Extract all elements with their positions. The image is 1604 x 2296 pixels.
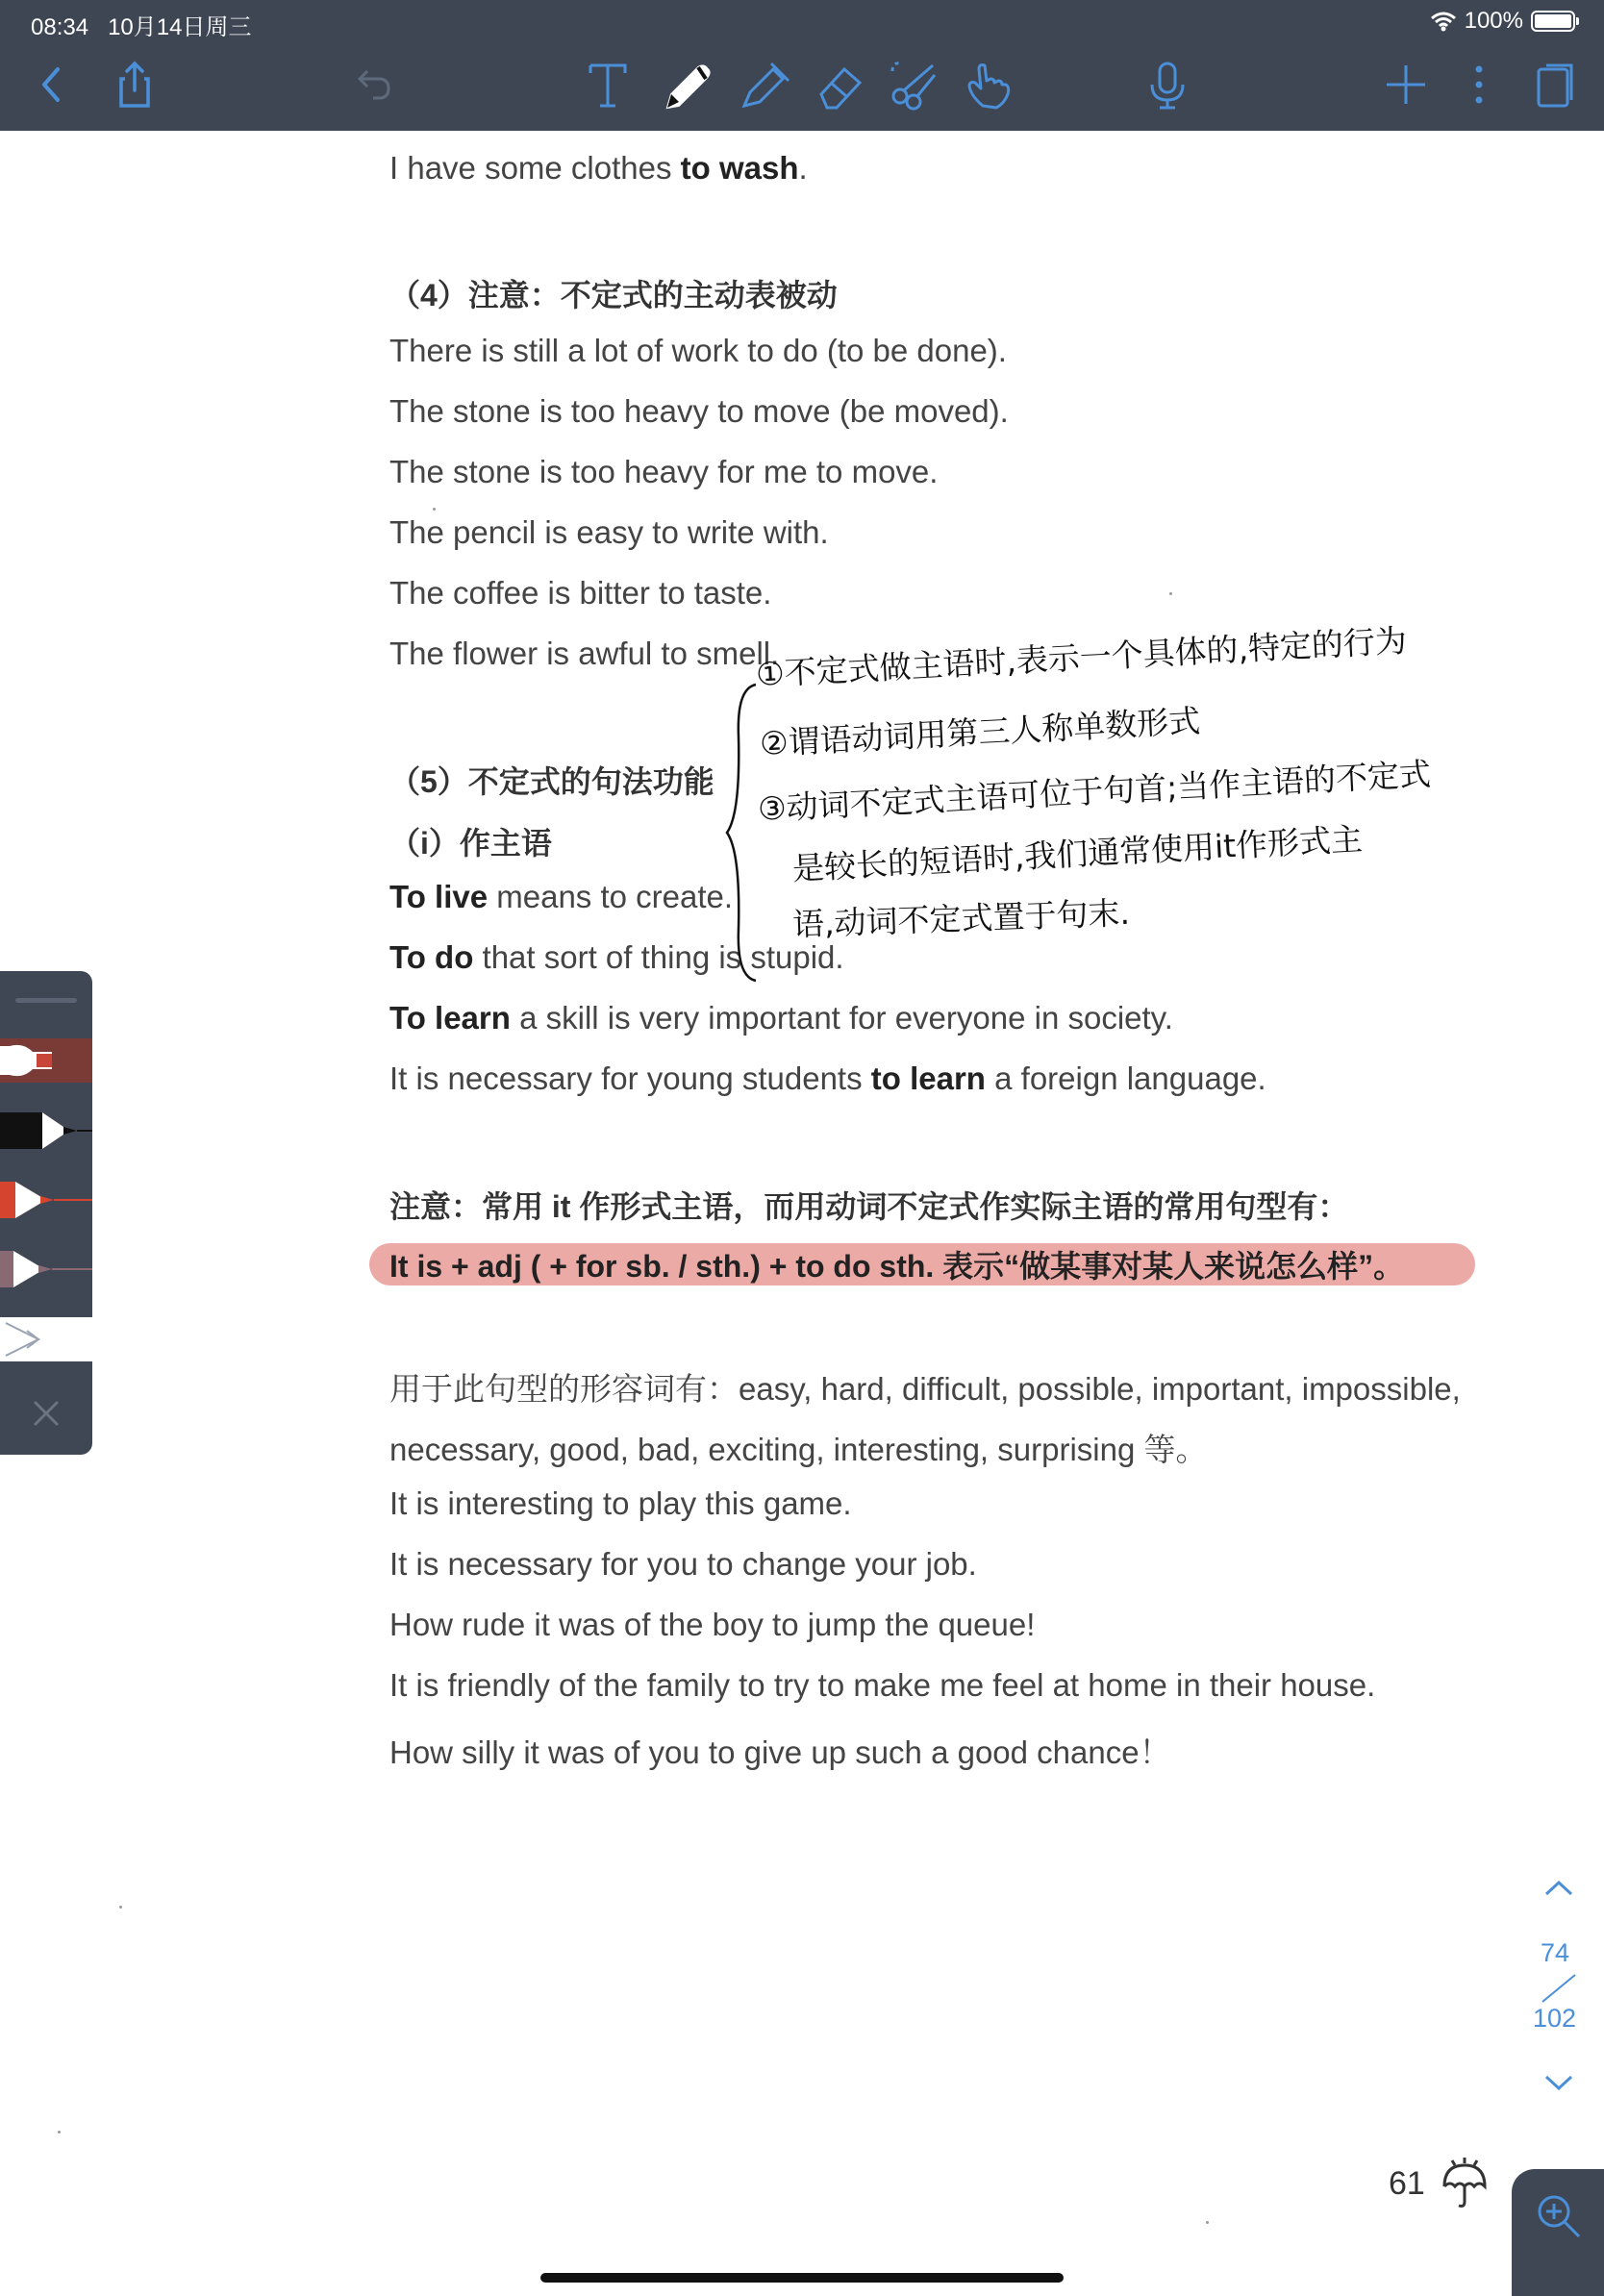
undo-icon — [346, 58, 400, 112]
pen-tray — [0, 971, 92, 1455]
text-segment: . — [798, 150, 808, 186]
example-sentence — [389, 1061, 1266, 1097]
highlighter-tool-icon — [737, 58, 790, 112]
zoom-panel — [1512, 2169, 1604, 2296]
top-toolbar — [0, 0, 1604, 131]
handwritten-brace[interactable] — [723, 679, 762, 986]
adjective-list-line-1: 用于此句型的形容词有：easy, hard, difficult, possible, important, impossible, — [389, 1371, 1461, 1407]
text-segment: I have some clothes — [389, 150, 681, 186]
pen-mauve[interactable] — [0, 1247, 92, 1291]
example-sentence: It is necessary for you to change your job. — [389, 1546, 977, 1582]
undo-button[interactable] — [342, 54, 404, 115]
handwritten-note-3-cont[interactable]: 是较长的短语时,我们通常使用it作形式主 — [791, 819, 1364, 887]
section-heading-4: （4）注意：不定式的主动表被动 — [389, 278, 838, 312]
umbrella-icon — [1439, 2154, 1491, 2211]
battery-fill — [1535, 14, 1571, 28]
example-sentence: The stone is too heavy for me to move. — [389, 454, 939, 489]
hand-tool-button[interactable] — [958, 54, 1019, 115]
zoom-button[interactable] — [1533, 2190, 1585, 2247]
scan-speck — [433, 508, 436, 511]
bold-infinitive: to wash — [680, 150, 799, 186]
back-chevron-icon — [25, 58, 79, 112]
highlighter-pen-icon — [0, 1038, 92, 1083]
record-audio-button[interactable] — [1137, 54, 1198, 115]
battery-percent: 100% — [1464, 8, 1523, 34]
document-page[interactable] — [0, 131, 1604, 2296]
status-bar-right — [1430, 8, 1575, 35]
example-sentence: It is interesting to play this game. — [389, 1485, 852, 1521]
previous-page-button[interactable] — [1542, 1877, 1575, 1905]
text-segment: It is necessary for young students — [389, 1061, 871, 1096]
handwritten-note-3-end[interactable]: 语,动词不定式置于句末. — [791, 893, 1131, 943]
pages-overview-button[interactable] — [1523, 54, 1585, 115]
more-options-button[interactable] — [1448, 54, 1510, 115]
example-sentence: There is still a lot of work to do (to be done). — [389, 333, 1007, 368]
example-sentence: How silly it was of you to give up such a good chance！ — [389, 1734, 1171, 1770]
printed-page-number: 61 — [1389, 2165, 1425, 2202]
pen-highlighter[interactable] — [0, 1038, 92, 1083]
share-icon — [108, 58, 162, 112]
lasso-scissors-icon — [887, 58, 940, 112]
example-sentence — [389, 1000, 1173, 1036]
pen-tool-button[interactable] — [656, 54, 717, 115]
example-sentence: The stone is too heavy to move (be moved). — [389, 393, 1009, 429]
close-icon — [27, 1394, 65, 1433]
white-pen-icon — [0, 1317, 92, 1361]
example-sentence — [389, 939, 844, 976]
red-pen-icon — [0, 1178, 92, 1222]
status-time: 08:34 — [31, 14, 89, 40]
highlighter-tool-button[interactable] — [733, 54, 794, 115]
sentence-wash — [389, 150, 808, 187]
share-button[interactable] — [104, 54, 165, 115]
status-date: 10月14日周三 — [108, 14, 252, 40]
bold-infinitive: To learn — [389, 1000, 511, 1036]
section-heading-5: （5）不定式的句法功能 — [389, 764, 714, 799]
more-icon — [1452, 58, 1506, 112]
total-pages-indicator: 102 — [1533, 2004, 1577, 2033]
home-indicator — [540, 2273, 1064, 2283]
handwritten-note-2[interactable]: ②谓语动词用第三人称单数形式 — [759, 702, 1202, 762]
example-sentence: The coffee is bitter to taste. — [389, 575, 772, 611]
pen-white[interactable] — [0, 1317, 92, 1361]
text-segment: a skill is very important for everyone in society. — [510, 1000, 1173, 1036]
lasso-tool-button[interactable] — [883, 54, 944, 115]
adjective-list-line-2: necessary, good, bad, exciting, interesting, surprising 等。 — [389, 1432, 1208, 1467]
example-sentence: The pencil is easy to write with. — [389, 514, 829, 550]
pen-red[interactable] — [0, 1178, 92, 1222]
close-tray-button[interactable] — [27, 1394, 65, 1437]
scan-speck — [1206, 2221, 1209, 2224]
text-segment: a foreign language. — [985, 1061, 1266, 1096]
note-heading: 注意：常用 it 作形式主语，而用动词不定式作实际主语的常用句型有： — [389, 1189, 1349, 1224]
bold-infinitive: To do — [389, 939, 474, 975]
wifi-icon — [1430, 11, 1457, 32]
pen-tool-icon — [660, 58, 714, 112]
eraser-tool-button[interactable] — [808, 54, 869, 115]
handwritten-note-1[interactable]: ①不定式做主语时,表示一个具体的,特定的行为 — [755, 621, 1408, 693]
text-segment: means to create. — [488, 879, 734, 914]
battery-icon — [1531, 11, 1575, 32]
pages-icon — [1527, 58, 1581, 112]
example-sentence — [389, 879, 733, 915]
current-page-indicator: 74 — [1541, 1938, 1570, 1967]
scan-speck — [1169, 592, 1172, 595]
eraser-tool-icon — [812, 58, 865, 112]
example-sentence: The flower is awful to smell. — [389, 636, 780, 671]
text-segment: that sort of thing is stupid. — [473, 939, 844, 975]
sentence-pattern: It is + adj ( + for sb. / sth.) + to do sth. 表示“做某事对某人来说怎么样”。 — [389, 1249, 1405, 1284]
hand-pointer-icon — [962, 58, 1015, 112]
add-icon — [1379, 58, 1433, 112]
zoom-in-icon — [1533, 2190, 1585, 2242]
mauve-pen-icon — [0, 1247, 92, 1291]
back-button[interactable] — [21, 54, 83, 115]
bold-infinitive: to learn — [870, 1061, 986, 1096]
next-page-button[interactable] — [1542, 2071, 1575, 2099]
scan-speck — [58, 2131, 61, 2134]
example-sentence: How rude it was of the boy to jump the queue! — [389, 1607, 1036, 1642]
page-divider-slash — [1539, 1971, 1579, 2006]
text-tool-icon — [581, 58, 635, 112]
example-sentence: It is friendly of the family to try to make me feel at home in their house. — [389, 1667, 1376, 1703]
handwritten-note-3[interactable]: ③动词不定式主语可位于句首;当作主语的不定式 — [757, 755, 1432, 828]
add-page-button[interactable] — [1375, 54, 1437, 115]
chevron-up-icon — [1542, 1877, 1575, 1900]
scan-speck — [119, 1906, 122, 1909]
status-bar-left — [31, 8, 251, 41]
bold-infinitive: To live — [389, 879, 489, 914]
black-pen-icon — [0, 1109, 92, 1153]
subsection-heading: （i）作主语 — [389, 826, 552, 861]
chevron-down-icon — [1542, 2071, 1575, 2094]
microphone-icon — [1140, 58, 1194, 112]
tray-drag-handle[interactable] — [15, 998, 77, 1003]
text-tool-button[interactable] — [577, 54, 639, 115]
pen-black[interactable] — [0, 1109, 92, 1153]
